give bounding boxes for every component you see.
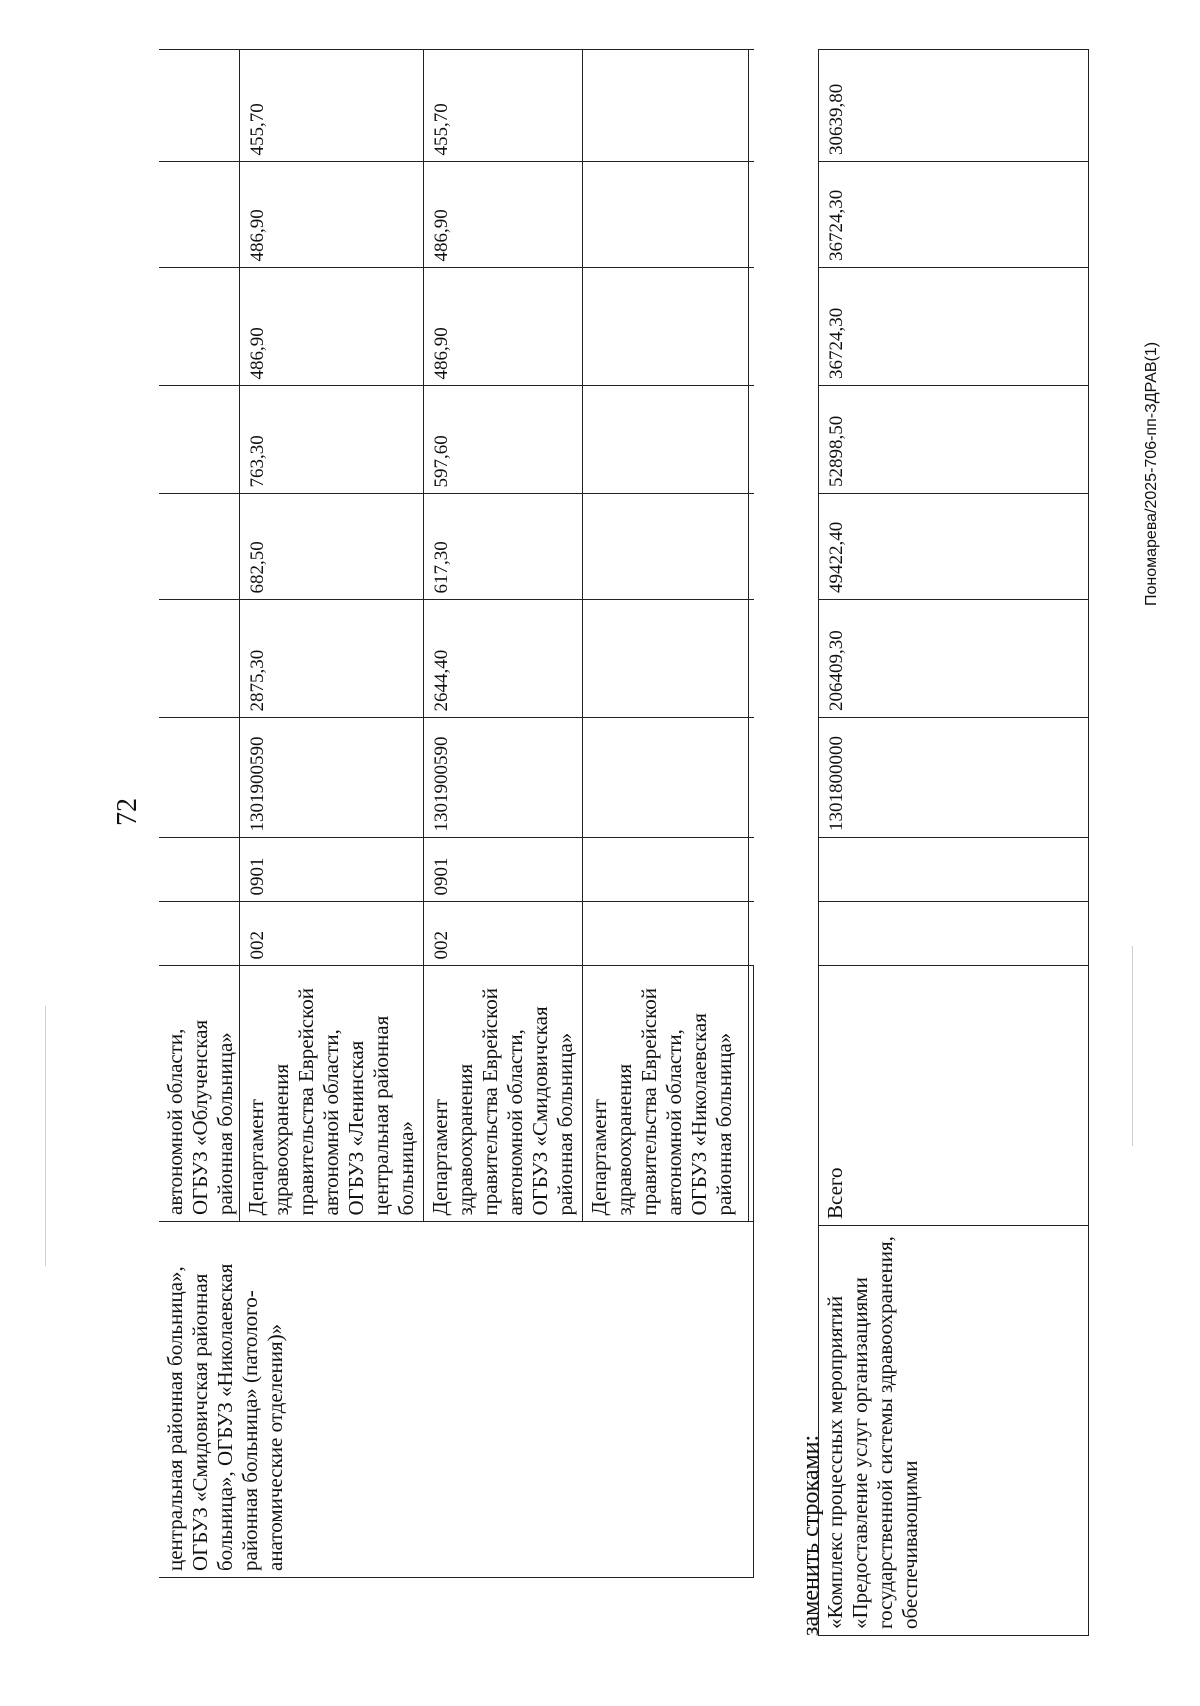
year4-cell: 486,90 [423,162,582,268]
budget-table-rows [159,50,749,1579]
year2-cell [582,386,748,494]
grbs-cell: 002 [423,902,582,966]
spacer-cell [239,1222,423,1578]
document-code: Пономарева/2025-706-пп-ЗДРАВ(1) [1143,341,1160,606]
year1-cell: 49422,40 [819,494,1089,600]
spacer-cell [582,1222,748,1578]
scan-artifact-line [45,1006,46,1266]
total-cell: 206409,30 [819,600,1089,718]
responsible-cell: Департамент здравоохранения правительства Еврейской автономной области, ОГБУЗ «Николаевская районная больница» [582,966,748,1222]
replace-with-rows-label: заменить строками: [798,1434,824,1636]
grbs-cell [819,902,1089,966]
measure-name-cell: «Комплекс процессных мероприятий «Предоставление услуг организациями государственной системы здравоохранения, обеспечивающими [819,1226,1089,1636]
year5-cell: 455,70 [423,50,582,162]
rzpr-cell [819,838,1089,902]
table-row [159,50,239,1578]
year3-cell [582,268,748,386]
year5-cell [582,50,748,162]
year2-cell: 763,30 [239,386,423,494]
year2-cell: 52898,50 [819,386,1089,494]
year1-cell: 617,30 [423,494,582,600]
replacement-table [818,49,1089,1636]
year3-cell: 486,90 [239,268,423,386]
csr-cell: 1301900590 [423,718,582,838]
total-cell [582,600,748,718]
year1-cell: 682,50 [239,494,423,600]
total-cell: 2875,30 [239,600,423,718]
table-row [582,50,748,1578]
measure-name-cell: центральная районная больница», ОГБУЗ «Смидовичская районная больница», ОГБУЗ «Николаевская районная больница» (патолого-анатомические отделения)» [159,1222,754,1578]
year3-cell: 36724,30 [819,268,1089,386]
csr-cell: 1301800000 [819,718,1089,838]
page-number: 72 [112,798,143,826]
total-cell: 2644,40 [423,600,582,718]
csr-cell: 1301900590 [239,718,423,838]
year5-cell: 30639,80 [819,50,1089,162]
responsible-cell: Департамент здравоохранения правительства Еврейской автономной области, ОГБУЗ «Смидовичская районная больница» [423,966,582,1222]
year1-cell [582,494,748,600]
csr-cell [582,718,748,838]
rzpr-cell: 0901 [423,838,582,902]
grbs-cell: 002 [239,902,423,966]
spacer-cell [159,1222,239,1578]
responsible-cell: автономной области, ОГБУЗ «Облученская районная больница» [159,966,754,1222]
year4-cell [582,162,748,268]
rzpr-cell: 0901 [239,838,423,902]
year2-cell: 597,60 [423,386,582,494]
year3-cell: 486,90 [423,268,582,386]
spacer-cell [159,50,239,966]
table-row [239,50,423,1578]
year5-cell: 455,70 [239,50,423,162]
table-row [423,50,582,1578]
spacer-cell [159,966,239,1222]
spacer-cell [423,1222,582,1578]
responsible-cell: Департамент здравоохранения правительства Еврейской автономной области, ОГБУЗ «Ленинская центральная районная больница» [239,966,423,1222]
year4-cell: 36724,30 [819,162,1089,268]
grbs-cell [582,902,748,966]
year4-cell: 486,90 [239,162,423,268]
table-row [819,50,1089,1636]
responsible-cell: Всего [819,966,1089,1226]
scan-artifact-line [1132,946,1133,1146]
rzpr-cell [582,838,748,902]
